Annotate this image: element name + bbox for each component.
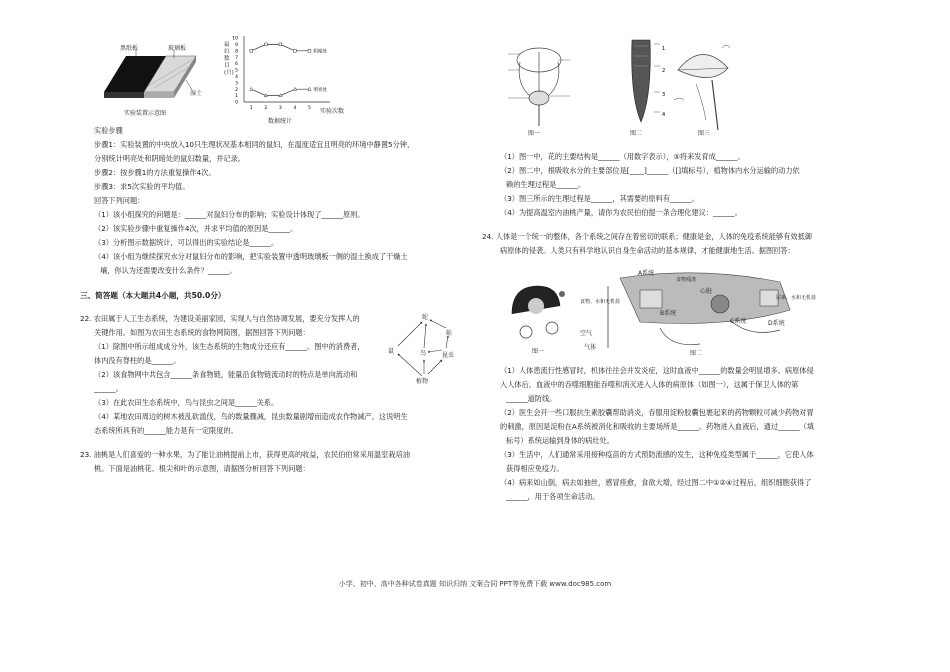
phagocyte-figure xyxy=(506,276,576,356)
chart-point xyxy=(264,43,267,46)
q21-3: （3）分析图示数据统计，可以得出的实验结论是______。 xyxy=(94,238,279,247)
chart-y-tick-label: 3 xyxy=(235,81,238,87)
fig2-label: 图二 xyxy=(630,130,643,137)
q21-4-line1: （4）该小组为继续探究水分对鼠妇分布的影响，把实验装置中透明玻璃板一侧的湿土换成了干燥土 xyxy=(94,252,408,261)
svg-text:1: 1 xyxy=(662,46,666,52)
chart-caption: 数据统计 xyxy=(268,118,293,125)
chart-point xyxy=(250,49,253,52)
chart-x-tick-label: 1 xyxy=(249,106,253,111)
residue-label: 食物残渣 xyxy=(676,277,697,283)
q24-1-line1: （1）人体患流行性感冒时，机体往往会并发炎症，这时血液中______的数量会明显增多。病原体侵 xyxy=(500,366,814,375)
q24-2-line2: 的刺激，原因是淀粉在A系统被消化和吸收的主要场所是______。药物进入血液后，通过______（填 xyxy=(500,422,814,431)
q22-4-line2: 态系统所具有的______能力是有一定限度的。 xyxy=(94,426,238,435)
gas-label: 气体 xyxy=(584,344,597,351)
q23-line2: 桃。下面是油桃花、根尖和叶的示意图，请据图分析回答下列问题： xyxy=(94,464,310,473)
body-systems-figure xyxy=(580,268,830,358)
q22-2-line1: （2）该食物网中共包含______条食物链，能量沿食物链流动时的特点是单向流动和 xyxy=(94,370,358,379)
chart-y-tick-label: 2 xyxy=(235,87,238,93)
step3: 步骤3：求5次实验的平均值。 xyxy=(94,182,190,191)
step1-line2: 分别统计明亮处和阴暗处的鼠妇数量，并记录。 xyxy=(94,154,245,163)
q21-1: （1）该小组探究的问题是：______对鼠妇分布的影响；实验设计体现了______原则。 xyxy=(94,210,365,219)
q23-3: （3）图三所示的生理过程是______，其需要的原料有______。 xyxy=(500,194,699,203)
fig24-2-label: 图二 xyxy=(690,350,703,357)
food-web-frog: 蛙 xyxy=(446,330,453,337)
apparatus-caption: 实验装置示意图 xyxy=(124,110,167,117)
chart-y-tick-label: 1 xyxy=(235,94,238,100)
q23-1: （1）图一中，花的主要结构是______（用数字表示），⑤将来发育成______。 xyxy=(500,152,745,161)
q24-line1: 24. 人体是一个统一的整体，各个系统之间存在着密切的联系；健康是金，人体的免疫系统能够有效抵御 xyxy=(482,232,812,241)
page-footer: 小学、初中、高中各种试卷真题 知识归纳 文案合同 PPT等免费下载 www.doc985.com xyxy=(338,580,612,588)
b-system-label: B系统 xyxy=(660,310,677,317)
chart-point xyxy=(294,49,297,52)
q21-2: （2）该实验步骤中重复操作4次，并求平均值的原因是______。 xyxy=(94,224,298,233)
q24-3-line1: （3）生活中，人们通常采用接种疫苗的方式预防流感的发生，这种免疫类型属于______，它使人体 xyxy=(500,450,814,459)
q22-line1: 22. 农田属于人工生态系统，为建设美丽家园，实现人与自然协调发展，要充分发挥人的 xyxy=(80,314,360,323)
chart-point xyxy=(308,49,311,52)
q24-2-line1: （2）医生会开一些口服抗生素胶囊帮助消炎，吞服用淀粉胶囊包裹起来的药物颗粒可减少药物对胃 xyxy=(500,408,814,417)
q22-3: （3）在此农田生态系统中，鸟与昆虫之间是______关系。 xyxy=(94,398,279,407)
leaf-figure xyxy=(672,40,734,136)
soil-label: 湿土 xyxy=(190,90,203,97)
q22-1-line1: （1）除图中所示组成成分外，该生态系统的生物成分还应有______。图中的消费者， xyxy=(94,342,365,351)
chart-y-tick-label: 4 xyxy=(235,75,238,80)
chart-y-tick-label: 5 xyxy=(235,68,238,74)
urine-label: 尿素、水和无机盐 xyxy=(776,295,817,301)
chart-y-tick-label: 6 xyxy=(235,62,238,68)
q22-2-line2: ______。 xyxy=(94,384,123,393)
q24-4-line2: ______，用于各项生命活动。 xyxy=(506,492,600,501)
q24-4-line1: （4）病来如山倒，病去如抽丝，感冒痊愈，食欲大增，经过图二中①②④过程后，组织细胞获得了 xyxy=(500,478,812,487)
food-web-figure xyxy=(384,310,464,384)
chart-x-tick-label: 3 xyxy=(278,106,282,111)
chart-series-label: 阴暗处 xyxy=(313,49,327,55)
q23-4: （4）为提高温室内油桃产量，请你为农民伯伯提一条合理化建议：______。 xyxy=(500,208,742,217)
q22-4-line1: （4）某地农田周边的树木被乱砍滥伐，鸟的数量骤减，昆虫数量剧增而造成农作物减产。这说明生 xyxy=(94,412,408,421)
answer-title: 回答下列问题： xyxy=(94,196,145,205)
chart-point xyxy=(279,43,282,46)
step1-line1: 步骤1：实验装置的中央放入10只生理状况基本相同的鼠妇，在温度适宜且明亮的环境中静置5分钟， xyxy=(94,140,415,149)
svg-text:3: 3 xyxy=(662,92,666,98)
d-system-label: D系统 xyxy=(768,320,785,327)
food-web-bird: 鸟 xyxy=(420,350,427,357)
q23-line1: 23. 油桃是人们喜爱的一种水果，为了能让油桃提前上市，获得更高的收益，农民伯伯常采用温室栽培油 xyxy=(80,450,410,459)
air-label: 空气 xyxy=(580,330,593,337)
chart-y-tick-label: 9 xyxy=(235,43,238,48)
root-tip-figure xyxy=(620,36,670,136)
chart-y-tick-label: 7 xyxy=(235,55,238,61)
svg-text:4: 4 xyxy=(662,112,666,118)
step2: 步骤2：按步骤1的方法重复操作4次。 xyxy=(94,168,216,177)
q23-2-line2: 赖的生理过程是______。 xyxy=(506,180,586,189)
c-system-label: C系统 xyxy=(730,318,747,325)
flower-figure xyxy=(506,40,572,136)
fig3-label: 图三 xyxy=(698,130,711,137)
q22-1-line2: 体内没有脊柱的是______。 xyxy=(94,356,181,365)
q24-1-line2: 入人体后，血液中的吞噬细胞能吞噬和消灭进入人体的病原体（如图一），这属于保卫人体的第 xyxy=(500,380,799,389)
chart-point xyxy=(250,87,253,90)
section-3-title: 三、简答题（本大题共4小题，共50.0分） xyxy=(80,291,226,300)
food-web-snake: 蛇 xyxy=(422,314,429,321)
food-web-insect: 昆虫 xyxy=(442,352,455,359)
svg-text:2: 2 xyxy=(662,68,666,74)
food-label: 食物、水和无机盐 xyxy=(580,299,621,305)
q24-3-line2: 获得相应免疫力。 xyxy=(506,464,564,473)
a-system-label: A系统 xyxy=(638,270,655,277)
chart-y-tick-label: 8 xyxy=(235,49,238,55)
steps-title: 实验步骤 xyxy=(94,126,123,135)
chart-y-label: 鼠妇数目(只) xyxy=(224,42,234,76)
q24-line2: 病原体的侵袭。人类只有科学地认识自身生命活动的基本规律，才能健康地生活。据图回答： xyxy=(500,246,795,255)
food-web-mouse: 鼠 xyxy=(388,348,395,355)
chart-x-label: 实验次数 xyxy=(320,108,345,115)
chart-series-label: 明亮处 xyxy=(313,87,327,93)
glass-board-label: 玻璃板 xyxy=(168,45,187,52)
q23-2-line1: （2）图二中，根吸收水分的主要部位是[____]______（[]填标号），植物体内水分运输的动力依 xyxy=(500,166,800,175)
fig24-1-label: 图一 xyxy=(532,348,545,355)
chart-y-tick-label: 10 xyxy=(232,36,238,42)
fig1-label: 图一 xyxy=(528,130,541,137)
chart-y-tick-label: 0 xyxy=(235,100,238,106)
black-board-label: 黑纸板 xyxy=(120,45,139,52)
chart-x-tick-label: 4 xyxy=(293,106,297,111)
heart-label: 心脏 xyxy=(700,288,713,295)
apparatus-figure xyxy=(96,40,208,122)
q24-1-line3: ______道防线。 xyxy=(506,394,557,403)
chart-x-tick-label: 2 xyxy=(264,106,268,111)
food-web-plant: 植物 xyxy=(416,378,429,385)
q22-line2: 关键作用。如图为农田生态系统的食物网简图，据图回答下列问题： xyxy=(94,328,310,337)
q21-4-line2: 壤，你认为还需要改变什么条件？______。 xyxy=(100,266,237,275)
q24-2-line3: 标号）系统运输到身体的病灶处。 xyxy=(506,436,614,445)
count-chart xyxy=(224,32,354,124)
chart-x-tick-label: 5 xyxy=(308,106,311,111)
